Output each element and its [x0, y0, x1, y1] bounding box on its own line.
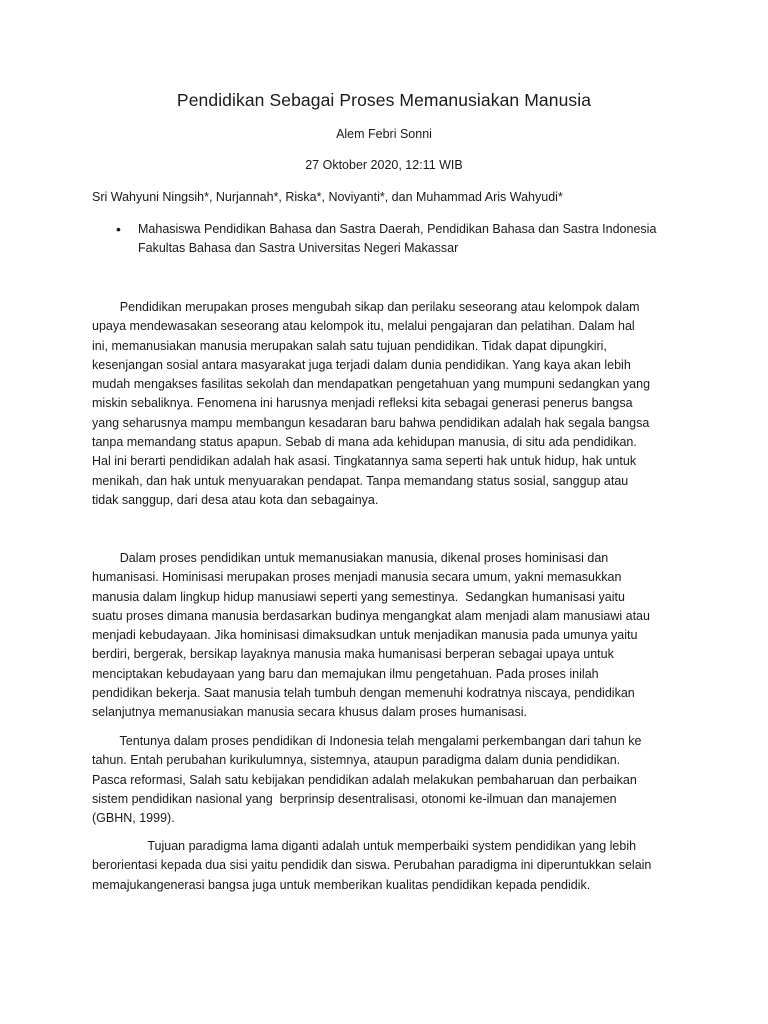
- paragraph-line: memajukangenerasi bangsa juga untuk memberikan kualitas pendidikan kepada pendidik.: [92, 877, 591, 892]
- author-name: Alem Febri Sonni: [336, 127, 432, 141]
- body-paragraph-4: [92, 837, 672, 895]
- paragraph-line: selanjutnya memanusiakan manusia secara khusus dalam proses humanisasi.: [92, 705, 527, 720]
- publish-date: 27 Oktober 2020, 12:11 WIB: [305, 158, 463, 172]
- paragraph-line: tahun. Entah perubahan kurikulumnya, sistemnya, ataupun paradigma dalam dunia pendidikan.: [92, 753, 621, 768]
- paragraph-line: manusia dalam lingkup hidup manusiawi seperti yang semestinya. Sedangkan humanisasi yaitu: [92, 589, 625, 604]
- paragraph-line: berdiri, bergerak, bersikap layaknya manusia maka humanisasi berperan sebagai upaya untuk: [92, 647, 614, 662]
- paragraph-line: ini, memanusiakan manusia merupakan salah satu tujuan pendidikan. Tidak dapat dipungkiri,: [92, 338, 607, 353]
- body-paragraph-3: [92, 732, 672, 828]
- paragraph-line: pendidikan bekerja. Saat manusia telah tumbuh dengan memenuhi kodratnya niscaya, pendidikan: [92, 686, 635, 701]
- paragraph-line: Tentunya dalam proses pendidikan di Indonesia telah mengalami perkembangan dari tahun ke: [92, 734, 642, 748]
- affiliation-line: Mahasiswa Pendidikan Bahasa dan Sastra Daerah, Pendidikan Bahasa dan Sastra Indonesia: [138, 222, 657, 236]
- paragraph-line: mudah mengakses fasilitas sekolah dan mendapatkan pengetahuan yang mumpuni sedangkan yang: [92, 377, 651, 392]
- paragraph-line: menikah, dan hak untuk menyuarakan pendapat. Tanpa memandang status sosial, sanggup atau: [92, 473, 629, 488]
- paragraph-line: menjadi kebudayaan. Jika hominisasi dimaksudkan untuk menjadikan manusia pada umunya yaitu: [92, 628, 638, 643]
- body-paragraph-2: [92, 549, 672, 723]
- paragraph-line: menciptakan kebudayaan yang baru dan memajukan ilmu pengetahuan. Pada proses inilah: [92, 666, 599, 681]
- affiliation-bullet-item: [92, 220, 682, 258]
- paragraph-line: humanisasi. Hominisasi merupakan proses menjadi manusia secara umum, yakni memasukkan: [92, 570, 622, 585]
- contributors-list: Sri Wahyuni Ningsih*, Nurjannah*, Riska*, Noviyanti*, dan Muhammad Aris Wahyudi*: [92, 190, 563, 204]
- paragraph-line: berorientasi kepada dua sisi yaitu pendidik dan siswa. Perubahan paradigma ini diperuntukkan selain: [92, 858, 652, 873]
- paragraph-line: tidak sanggup, dari desa atau kota dan sebagainya.: [92, 492, 379, 507]
- paragraph-line: miskin sebaliknya. Fenomena ini harusnya menjadi refleksi kita sebagai generasi penerus bangsa: [92, 396, 633, 411]
- paragraph-line: yang seharusnya mampu membangun kesadaran baru bahwa pendidikan adalah hak segala bangsa: [92, 415, 650, 430]
- paragraph-line: kesenjangan sosial antara masyarakat juga terjadi dalam dunia pendidikan. Yang kaya akan lebih: [92, 357, 631, 372]
- paragraph-line: suatu proses dimana manusia berdasarkan budinya mengangkat alam menjadi alam manusiawi atau: [92, 608, 650, 623]
- affiliation-text: [138, 220, 682, 258]
- paragraph-line: Hal ini berarti pendidikan adalah hak asasi. Tingkatannya sama seperti hak untuk hidup, hak untuk: [92, 454, 637, 469]
- paragraph-line: Pasca reformasi, Salah satu kebijakan pendidikan adalah melakukan pembaharuan dan perbaikan: [92, 772, 637, 787]
- paragraph-line: upaya mendewasakan seseorang atau kelompok itu, melalui pengajaran dan pelatihan. Dalam hal: [92, 319, 635, 334]
- paragraph-line: Tujuan paradigma lama diganti adalah untuk memperbaiki system pendidikan yang lebih: [92, 839, 637, 853]
- bullet-icon: •: [116, 221, 121, 237]
- document-title: Pendidikan Sebagai Proses Memanusiakan Manusia: [176, 90, 592, 110]
- body-paragraph-1: [92, 298, 672, 510]
- paragraph-line: tanpa memandang status apapun. Sebab di mana ada kehidupan manusia, di situ ada pendidikan.: [92, 435, 637, 450]
- paragraph-line: (GBHN, 1999).: [92, 811, 175, 826]
- paragraph-line: sistem pendidikan nasional yang berprinsip desentralisasi, otonomi ke-ilmuan dan manajemen: [92, 791, 617, 806]
- paragraph-line: Pendidikan merupakan proses mengubah sikap dan perilaku seseorang atau kelompok dalam: [92, 300, 640, 314]
- affiliation-line: Fakultas Bahasa dan Sastra Universitas Negeri Makassar: [138, 241, 459, 255]
- paragraph-line: Dalam proses pendidikan untuk memanusiakan manusia, dikenal proses hominisasi dan: [92, 551, 609, 565]
